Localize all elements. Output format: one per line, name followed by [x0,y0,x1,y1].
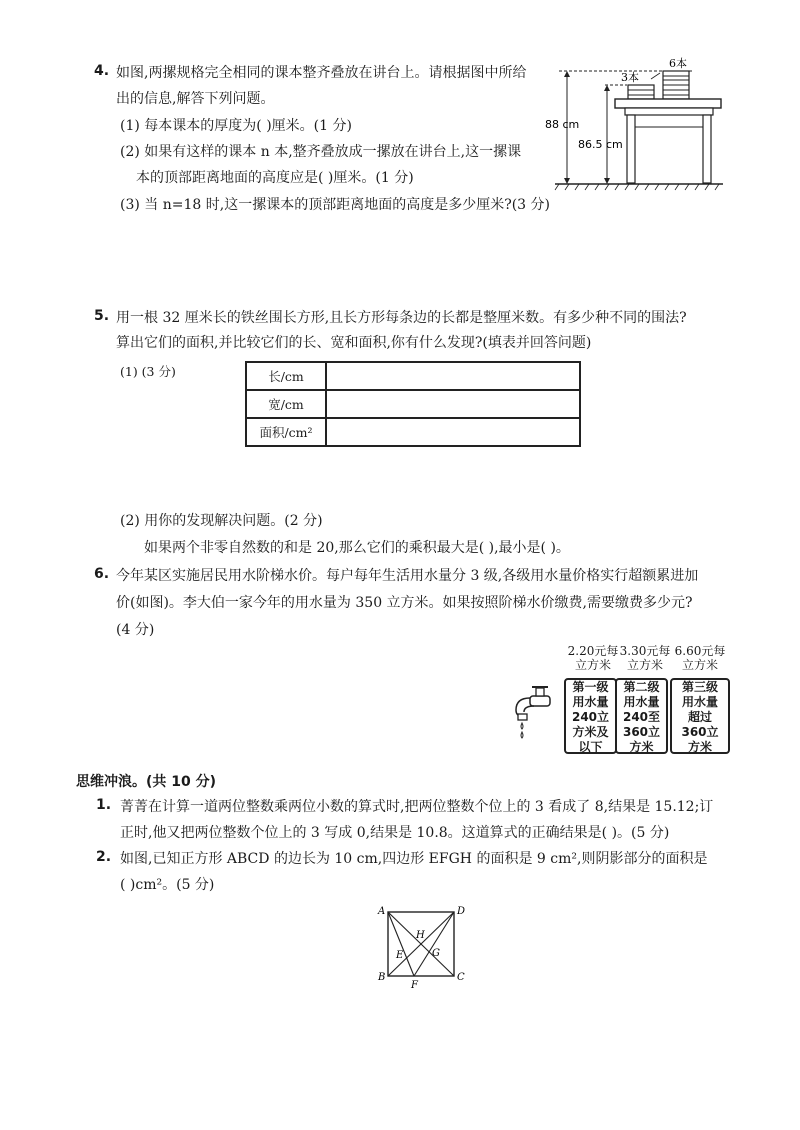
price-tier-1: 2.20元每 立方米 [567,644,619,672]
point-label-e: E [396,950,404,961]
label-86-5cm: 86.5 cm [578,138,623,151]
s1-line2: 正时,他又把两位整数个位上的 3 写成 0,结果是 10.8。这道算式的正确结果是( )。(5 分) [120,825,670,841]
q4-line1: 如图,两摞规格完全相同的课本整齐叠放在讲台上。请根据图中所给 [116,65,527,81]
q4-number: 4. [94,63,110,79]
s1-line1: 菁菁在计算一道两位整数乘两位小数的算式时,把两位整数个位上的 3 看成了 8,结果是 15.12;订 [120,799,714,815]
label-3-books: 3本 [621,71,639,84]
vertex-label-d: D [457,906,466,917]
square-abcd-figure [372,902,468,992]
price-tier-2: 3.30元每 立方米 [619,644,671,672]
answer-cell-width[interactable] [326,390,580,418]
q5-part1: (1) (3 分) [120,364,176,379]
book-stack-6 [663,71,689,99]
lectern-desk [615,99,721,183]
q4-part1: (1) 每本课本的厚度为( )厘米。(1 分) [120,118,352,134]
water-faucet-icon [510,682,560,742]
q4-line2: 出的信息,解答下列问题。 [116,91,275,107]
s1-number: 1. [96,797,112,813]
answer-cell-area[interactable] [326,418,580,446]
q4-part3: (3) 当 n=18 时,这一摞课本的顶部距离地面的高度是多少厘米?(3 分) [120,197,550,213]
tier-box-2: 第二级 用水量 240至 360立 方米 [615,678,668,754]
label-88cm: 88 cm [545,118,580,131]
q6-line2: 价(如图)。李大伯一家今年的用水量为 350 立方米。如果按照阶梯水价缴费,需要缴费多少元? [116,595,693,611]
q4-part2-line1: (2) 如果有这样的课本 n 本,整齐叠放成一摞放在讲台上,这一摞课 [120,144,522,160]
q5-answer-table [245,361,581,447]
table-row [246,362,580,390]
s2-number: 2. [96,849,112,865]
price-tier-3: 6.60元每 立方米 [674,644,726,672]
q5-line2: 算出它们的面积,并比较它们的长、宽和面积,你有什么发现?(填表并回答问题) [116,335,592,351]
book-stack-3 [628,85,654,99]
table-row [246,418,580,446]
point-label-g: G [432,948,440,959]
s2-line1: 如图,已知正方形 ABCD 的边长为 10 cm,四边形 EFGH 的面积是 9 cm²,则阴影部分的面积是 [120,851,708,867]
row-header-width: 宽/cm [246,390,326,418]
row-header-length: 长/cm [246,362,326,390]
tier-box-1: 第一级 用水量 240立 方米及 以下 [564,678,617,754]
section-heading: 思维冲浪。(共 10 分) [76,774,217,790]
q6-line3: (4 分) [116,622,155,638]
answer-cell-length[interactable] [326,362,580,390]
q4-part2-line2: 本的顶部距离地面的高度应是( )厘米。(1 分) [136,170,414,186]
point-label-f: F [411,980,418,991]
vertex-label-c: C [457,972,465,983]
q5-part2-text: 如果两个非零自然数的和是 20,那么它们的乘积最大是( ),最小是( )。 [144,540,570,556]
row-header-area: 面积/cm² [246,418,326,446]
label-6-books: 6本 [669,57,687,70]
vertex-label-b: B [378,972,386,983]
s2-line2: ( )cm²。(5 分) [120,877,215,893]
q5-line1: 用一根 32 厘米长的铁丝围长方形,且长方形每条边的长都是整厘米数。有多少种不同的围法? [116,310,687,326]
q5-number: 5. [94,308,110,324]
q6-line1: 今年某区实施居民用水阶梯水价。每户每年生活用水量分 3 级,各级用水量价格实行超额累进加 [116,568,699,584]
q6-number: 6. [94,566,110,582]
point-label-h: H [416,930,425,941]
q4-desk-figure [545,55,725,195]
tier-box-3: 第三级 用水量 超过 360立 方米 [670,678,730,754]
vertex-label-a: A [378,906,386,917]
table-row [246,390,580,418]
q5-part2: (2) 用你的发现解决问题。(2 分) [120,513,323,529]
